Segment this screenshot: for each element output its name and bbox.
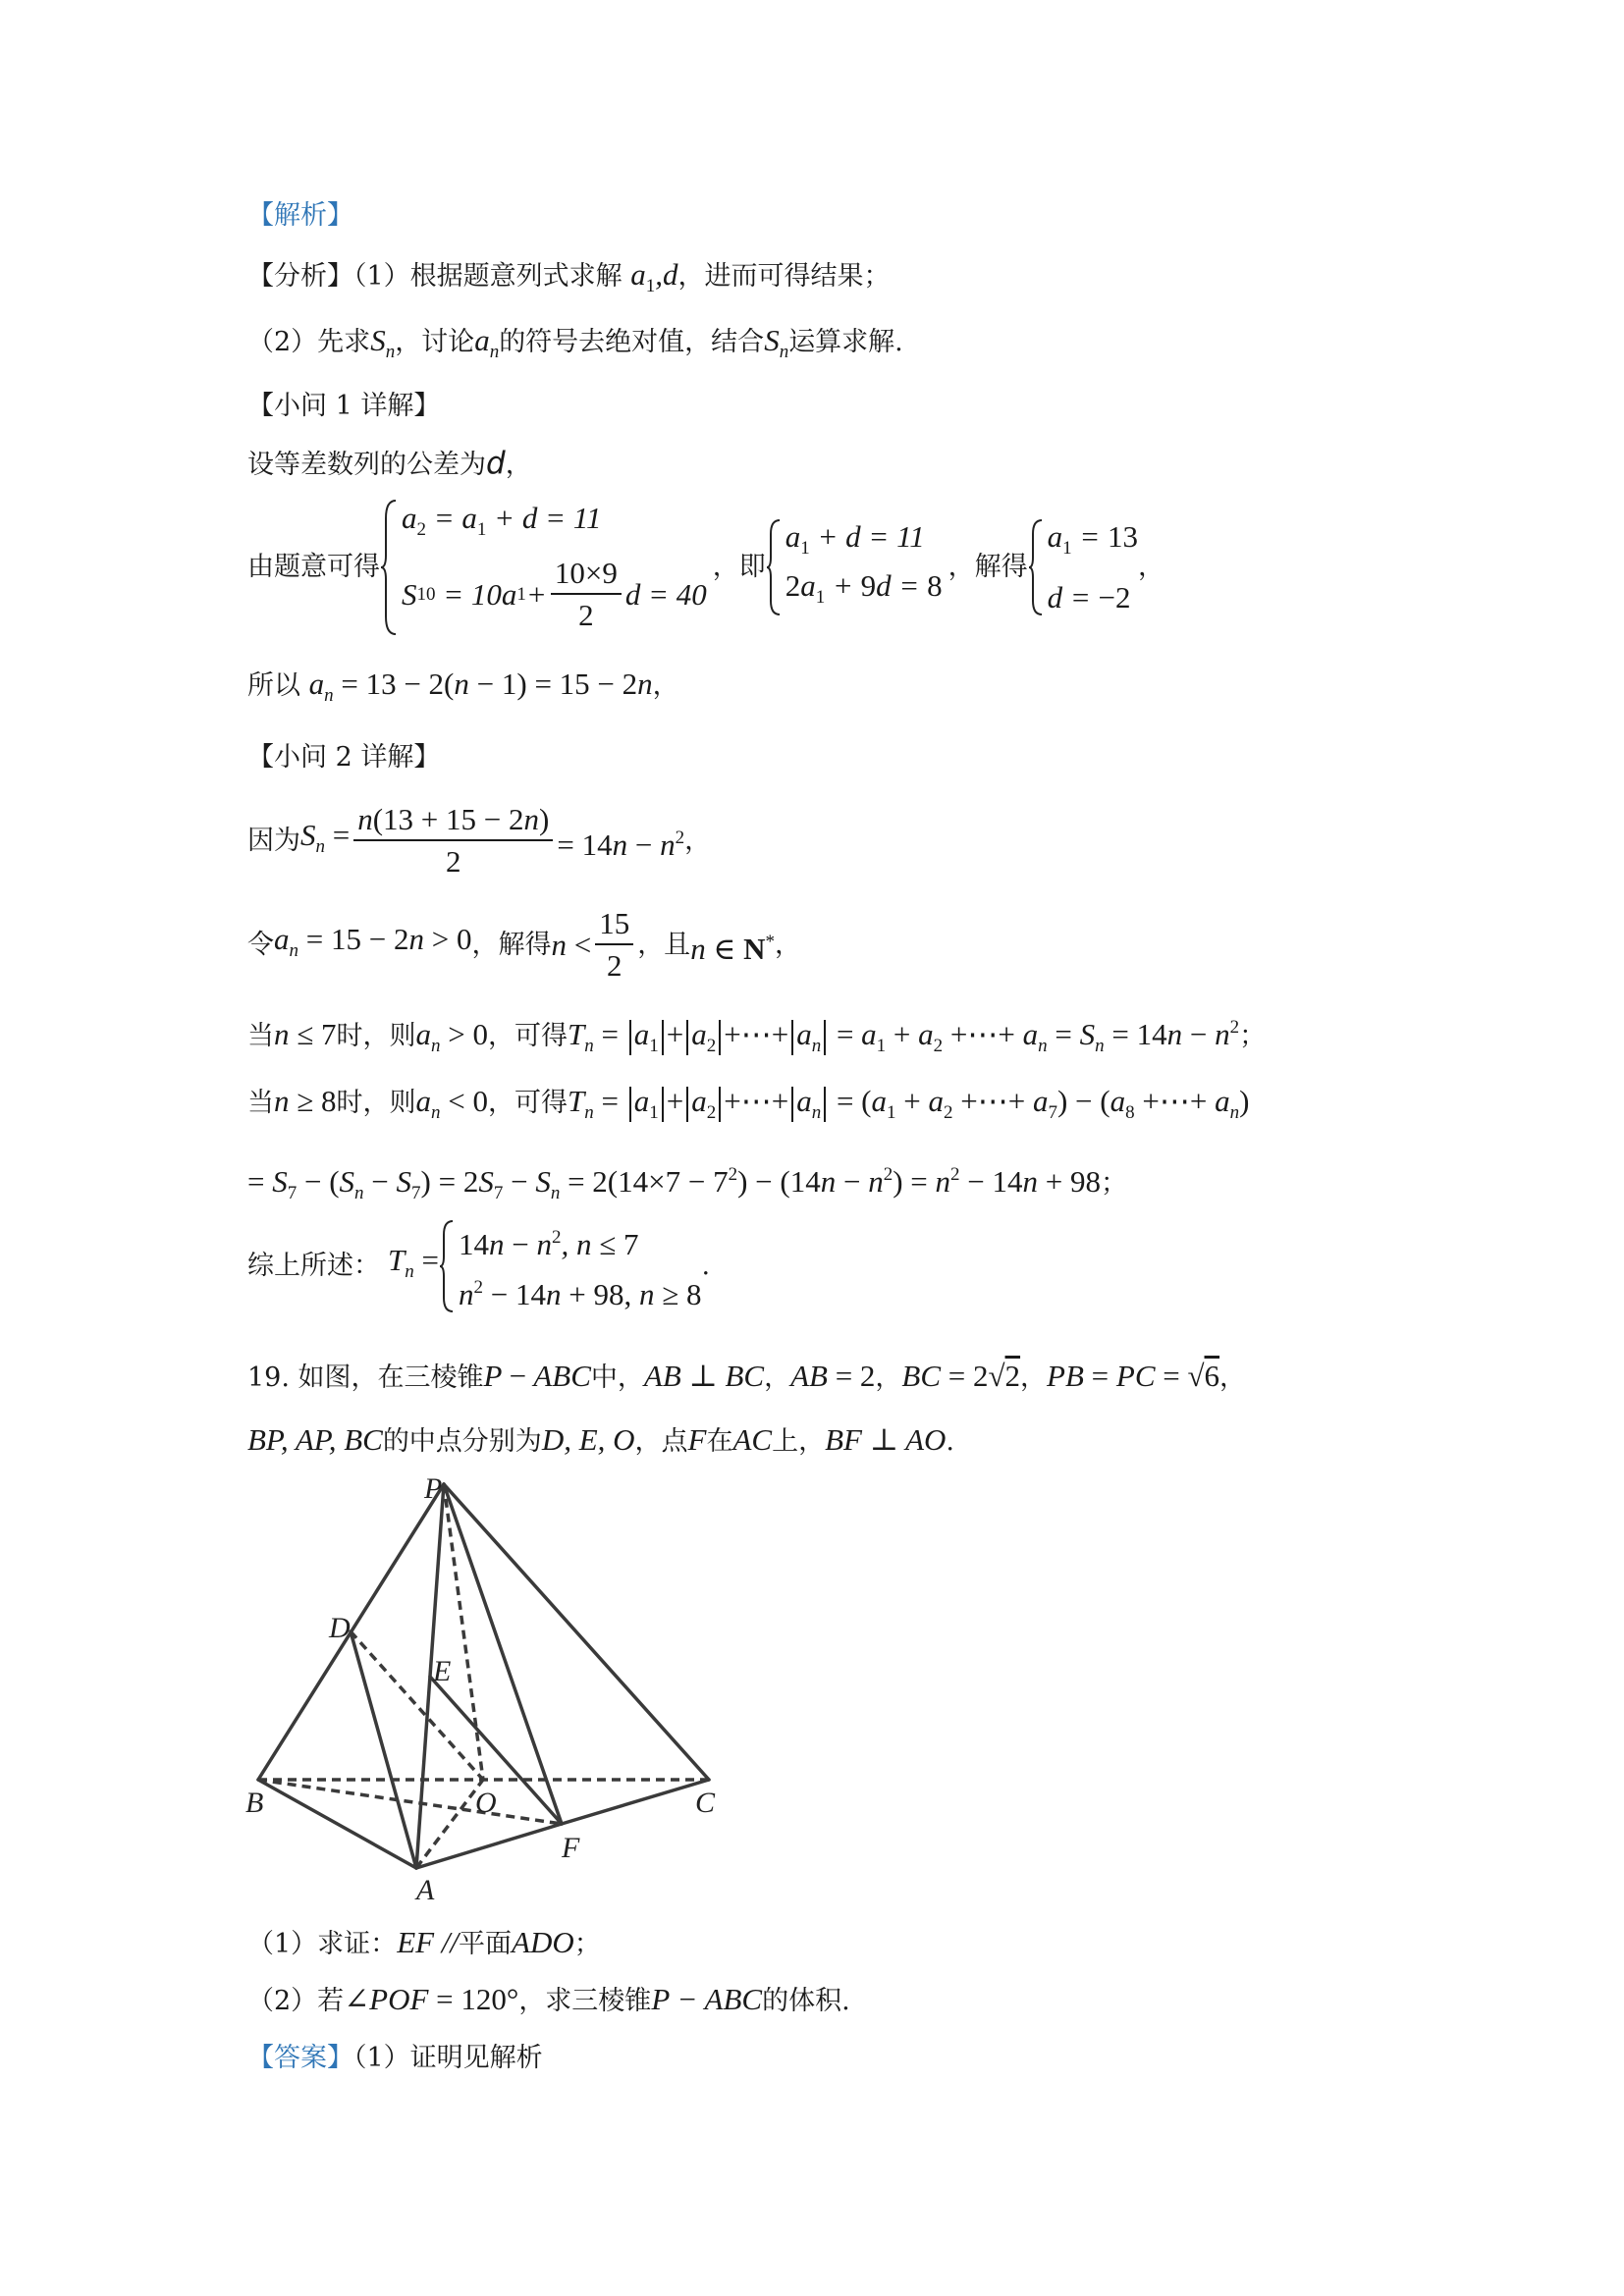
math-Sn: $S_n$ (370, 323, 396, 362)
sn-fraction: $\frac{n(13 + 15 - 2n)}{2}$ (353, 800, 553, 882)
sub2-sn: 因为 $S_n$ = $\frac{n(13 + 15 - 2n)}{2}$ = $14n - n^2$ ， (247, 797, 711, 885)
analysis-label: 【分析】 (247, 261, 353, 292)
edge-BF-dashed (258, 1780, 562, 1824)
edge-FC (562, 1780, 709, 1824)
sub2-heading: 【小问 2 详解】 (247, 742, 441, 773)
label-C: C (695, 1787, 716, 1819)
edge-AO-dashed (416, 1780, 483, 1868)
question-1: （1）求证：EF //平面ADO； (247, 1925, 601, 1959)
system1-row1: $a_2 = a_1 + d = 11$ (402, 500, 602, 540)
sub1-heading: 【小问 1 详解】 (247, 391, 441, 421)
analysis-heading: 【解析】 (247, 200, 353, 231)
sub2-case1: 当n ≤ 7时，则$a_n > 0$，可得$T_n = a_1 + a_2$ +⋯+ $a_n = a_1 + a_2$ +⋯+ $a_n = S_n = 14n - n^2$； (247, 1017, 1267, 1056)
sub2-case2: 当n ≥ 8时，则$a_n < 0$，可得$T_n = a_1 + a_2$ +⋯+ $a_n = (a_1 + a_2$ +⋯+ $a_7) - (a_8$ +⋯+ $a_n$) (247, 1084, 1250, 1123)
label-D: D (329, 1612, 351, 1644)
math-an: $a_n$ (474, 323, 500, 362)
label-B: B (245, 1787, 264, 1819)
problem19-line1: 19. 如图，在三棱锥P − ABC中，AB ⊥ BC，AB = 2，BC = 2√2，PB = PC = √6， (247, 1359, 1247, 1393)
case2-cont-formula: = $S_7 - (S_n - S_7) = 2S_7 - S_n = 2(14\times 7 - 7^2) - (14n - n^2) = n^2 - 14n + 98$ (247, 1164, 1102, 1203)
problem19-line2: BP, AP, BC的中点分别为D, E, O，点F在AC上，BF ⊥ AO. (247, 1422, 954, 1457)
answer-line: 【答案】（1）证明见解析 (247, 2043, 543, 2073)
case2-formula: $T_n = a_1 + a_2$ +⋯+ $a_n = (a_1 + a_2$ +⋯+ $a_7) - (a_8$ +⋯+ $a_n$) (568, 1084, 1250, 1123)
analysis-part1: 【分析】（1）根据题意列式求解 $a_1,d$，进而可得结果； (247, 257, 891, 296)
math-an-formula: $a_n = 13 - 2(n - 1) = 15 - 2n$ (308, 667, 653, 706)
sub1-conclusion: 所以 $a_n = 13 - 2(n - 1) = 15 - 2n$， (247, 667, 679, 706)
sub2-case2-cont: = $S_7 - (S_n - S_7) = 2S_7 - S_n = 2(14\times 7 - 7^2) - (14n - n^2) = n^2 - 14n + 98$； (247, 1164, 1128, 1203)
case1-formula: $T_n = a_1 + a_2$ +⋯+ $a_n = a_1 + a_2$ +⋯+ $a_n = S_n = 14n - n^2$ (568, 1017, 1240, 1056)
edge-BA (258, 1780, 416, 1868)
sub1-line1: 设等差数列的公差为d， (247, 446, 532, 481)
fifteen-halves: $\frac{15}{2}$ (595, 904, 633, 987)
math-d: d (486, 446, 506, 481)
system3-row1: $a_1 = 13$ (1047, 518, 1139, 559)
label-O: O (475, 1787, 497, 1819)
question-2: （2）若∠POF = 120°，求三棱锥P − ABC的体积. (247, 1982, 850, 2016)
piecewise-row2: $n^2 - 14n + 98$, n ≥ 8 (458, 1277, 702, 1311)
piecewise-row1: $14n - n^2$, n ≤ 7 (458, 1227, 639, 1261)
analysis-part2: （2）先求$S_n$，讨论$a_n$的符号去绝对值，结合$S_n$运算求解. (247, 323, 903, 362)
label-E: E (433, 1655, 452, 1687)
label-F: F (562, 1832, 580, 1864)
math-a1-d: $a_1,d$ (630, 257, 678, 296)
edge-PF (444, 1484, 562, 1824)
system1-row2: S 10 = 10a 1 + $\frac{10\times 9}{2}$ d = 40 (402, 555, 707, 632)
edge-PO-dashed (444, 1484, 483, 1780)
system3-row2: d = −2 (1047, 579, 1131, 614)
sub2-ling: 令 $a_n = 15 - 2n > 0$ ，解得 n < $\frac{15}{2}$ ，且 n ∈ N* ， (247, 901, 801, 989)
system2-row2: $2a_1 + 9d = 8$ (785, 567, 943, 608)
edge-AF (416, 1824, 562, 1868)
label-P: P (424, 1472, 443, 1505)
system2-row1: $a_1 + d = 11$ (785, 518, 925, 559)
answer-label: 【答案】 (247, 2043, 353, 2073)
label-A: A (416, 1874, 435, 1906)
sub1-systems: 由题意可得 $a_2 = a_1 + d = 11$ S 10 = 10a 1 + $\frac{10\times 9}{2}$ d = 40 ，即 $a_1 + d = 11$ $2a_1 + 9d = 8$ ，解得 $a_1 = 13$ d = −2 ， (247, 496, 1164, 638)
sub2-summary: 综上所述： $T_n$ = $14n - n^2$, n ≤ 7 $n^2 - 14n + 98$, n ≥ 8 . (247, 1217, 710, 1315)
